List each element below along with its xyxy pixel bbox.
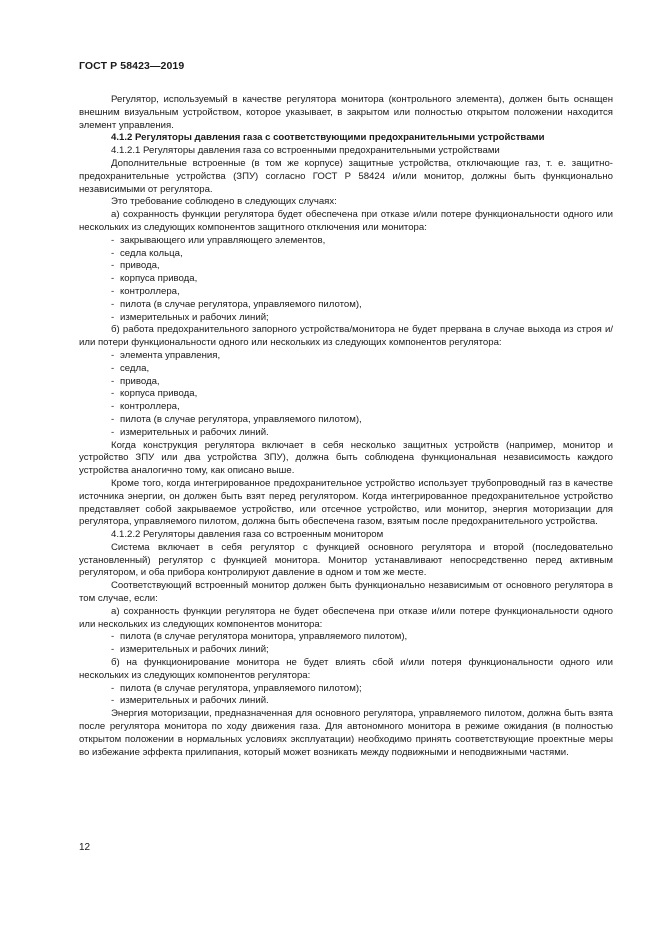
list-dash: -: [111, 362, 115, 374]
list-item: [79, 363, 613, 376]
document-body: [79, 94, 613, 759]
paragraph: Регулятор, используемый в качестве регулятора монитора (контрольного элемента), должен быть оснащен внешним визуальным устройством, которое указывает, в закрытом или полностью открытом положении находится элемент управления.: [79, 94, 613, 131]
list-item: [79, 414, 613, 427]
list-dash: -: [111, 273, 115, 285]
list-item-text: контроллера,: [120, 285, 180, 297]
list-item: [79, 248, 613, 261]
list-item: [79, 376, 613, 389]
list-item-text: измерительных и рабочих линий.: [120, 426, 269, 438]
document-header-code: ГОСТ Р 58423—2019: [79, 60, 185, 72]
list-dash: -: [111, 682, 115, 694]
list-item: [79, 388, 613, 401]
paragraph: Система включает в себя регулятор с функцией основного регулятора и второй (последовательно установленный) регулятор с функцией монитора. Монитор устанавливают непосредственно перед активным регулятором, и оба прибора контролируют давление в одном и том же месте.: [79, 541, 613, 579]
list-item-text: измерительных и рабочих линий.: [120, 695, 269, 707]
list-item-text: пилота (в случае регулятора, управляемого пилотом),: [120, 298, 362, 310]
list-item: [79, 644, 613, 657]
list-dash: -: [111, 311, 115, 323]
list-item: [79, 401, 613, 414]
list-item-text: седла,: [120, 362, 150, 374]
paragraph: Энергия моторизации, предназначенная для основного регулятора, управляемого пилотом, должна быть взята после регулятора монитора по ходу движения газа. Для автономного монитора в режиме ожидания (в полностью открытом положении в нормальных условиях эксплуатации) необходимо принять соответствующие проектные меры во избежание эффекта прилипания, который может возникать между подвижными и неподвижными частями.: [79, 708, 613, 758]
paragraph: 4.1.2.2 Регуляторы давления газа со встроенным монитором: [111, 529, 384, 541]
paragraph: б) на функционирование монитора не будет влиять сбой и/или потеря функциональности одного или нескольких из следующих компонентов регулятора:: [79, 657, 613, 681]
paragraph: а) сохранность функции регулятора будет обеспечена при отказе и/или потере функциональности одного или нескольких из следующих компонентов защитного отключения или монитора:: [79, 209, 613, 233]
list-item-text: измерительных и рабочих линий;: [120, 311, 269, 323]
list-item-text: корпуса привода,: [120, 388, 198, 400]
paragraph: Дополнительные встроенные (в том же корпусе) защитные устройства, отключающие газ, т. е. защитно-предохранительные устройства (ЗПУ) согласно ГОСТ Р 58424 и/или монитор, должны быть функционально независимыми от регулятора.: [79, 157, 613, 195]
list-item: [79, 235, 613, 248]
list-dash: -: [111, 644, 115, 656]
list-item: [79, 350, 613, 363]
paragraph: Кроме того, когда интегрированное предохранительное устройство использует трубопроводный газ в качестве источника энергии, он должен быть взят перед регулятором. Когда интегрированное предохранительное устройство представляет собой закрываемое устройство, или отсечное устройство, или монитор, энергия моторизации для регулятора, управляемого пилотом, должна быть обеспечена газом, взятым после предохранительного устройства.: [79, 477, 613, 528]
list-dash: -: [111, 695, 115, 707]
list-dash: -: [111, 388, 115, 400]
paragraph: 4.1.2.1 Регуляторы давления газа со встроенными предохранительными устройствами: [111, 145, 500, 157]
list-dash: -: [111, 260, 115, 272]
list-item-text: элемента управления,: [120, 349, 221, 361]
list-dash: -: [111, 234, 115, 246]
paragraph: б) работа предохранительного запорного устройства/монитора не будет прервана в случае выхода из строя и/или потери функциональности одного или нескольких из следующих компонентов регулятора:: [79, 324, 613, 349]
list-dash: -: [111, 631, 115, 643]
list-item: [79, 260, 613, 273]
list-dash: -: [111, 298, 115, 310]
list-dash: -: [111, 349, 115, 361]
list-item: [79, 273, 613, 286]
list-item: [79, 427, 613, 440]
list-item-text: пилота (в случае регулятора монитора, управляемого пилотом),: [120, 631, 408, 643]
section-heading: 4.1.2 Регуляторы давления газа с соответствующими предохранительными устройствами: [111, 132, 545, 144]
list-item: [79, 631, 613, 644]
list-item-text: пилота (в случае регулятора, управляемого пилотом),: [120, 413, 362, 425]
list-item-text: седла кольца,: [120, 247, 183, 259]
list-item-text: корпуса привода,: [120, 273, 198, 285]
list-item: [79, 695, 613, 708]
list-dash: -: [111, 247, 115, 259]
list-item-text: привода,: [120, 375, 160, 387]
list-item: [79, 299, 613, 312]
page-number: 12: [79, 842, 91, 853]
list-dash: -: [111, 375, 115, 387]
list-item-text: контроллера,: [120, 401, 180, 413]
paragraph: а) сохранность функции регулятора не будет обеспечена при отказе и/или потере функциональности одного или нескольких из следующих компонентов монитора:: [79, 605, 613, 630]
list-item: [79, 286, 613, 299]
paragraph: Когда конструкция регулятора включает в себя несколько защитных устройств (например, монитор и устройство ЗПУ или два устройства ЗПУ), должна быть соблюдена функциональная независимость каждого устройства аналогично тому, как описано выше.: [79, 439, 613, 477]
list-dash: -: [111, 413, 115, 425]
list-item-text: пилота (в случае регулятора, управляемого пилотом);: [120, 682, 362, 694]
paragraph: Соответствующий встроенный монитор должен быть функционально независимым от основного регулятора в том случае, если:: [79, 580, 613, 605]
list-dash: -: [111, 401, 115, 413]
list-dash: -: [111, 426, 115, 438]
list-dash: -: [111, 285, 115, 297]
list-item: [79, 683, 613, 696]
paragraph: Это требование соблюдено в следующих случаях:: [111, 196, 337, 208]
list-item-text: закрывающего или управляющего элементов,: [120, 234, 326, 246]
list-item-text: измерительных и рабочих линий;: [120, 644, 269, 656]
list-item: [79, 312, 613, 325]
list-item-text: привода,: [120, 260, 160, 272]
